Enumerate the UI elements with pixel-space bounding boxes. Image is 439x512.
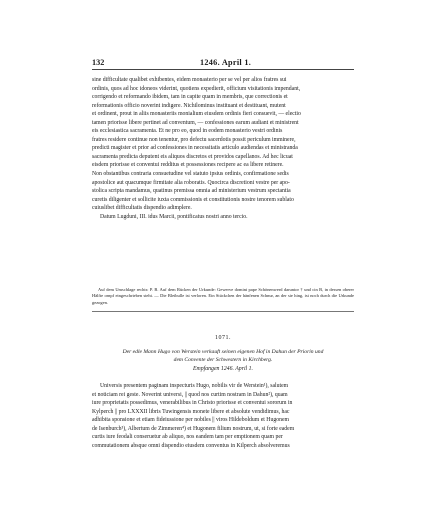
summary-line: Der edle Mann Hugo von Werstein verkauft seinen eigenen Hof in Dahun der Priorin und [122, 349, 324, 355]
text-line: de Isenburch³), Albertum de Zimmeren⁴) et Hugonem filium nostrum, ut, si forte eadem [92, 425, 295, 432]
page-number: 132 [92, 58, 105, 67]
text-line: et ordinent, prout in aliis monasteriis monialium eiusdem ordinis fieri consuevit, — electio [92, 111, 301, 118]
text-line: Kylperch || pro LXXXII libris Tuwingensis monete libere et absolute vendidimus, hac [92, 408, 290, 415]
dating-clause: Datum Lugduni, III. idus Marcii, pontificatus nostri anno tercio. [100, 213, 248, 220]
charter-text-1071 [92, 382, 354, 450]
text-line: Universis presentem paginam inspecturis Hugo, nobilis vir de Werstein¹), salutem [100, 383, 289, 389]
text-line: et noticiam rei geste. Noverint universi, || quod nos curtim nostram in Dahun²), quam [92, 391, 288, 398]
charter-text-continued [92, 76, 354, 221]
archival-notes [92, 287, 354, 306]
text-line: sine difficultate qualibet exhibentes, eidem monasterio per se vel per alios fratres sui [92, 77, 287, 83]
text-line: Non obstantibus contraria consuetudine vel statuto ipsius ordinis, confirmatione sedis [92, 171, 289, 178]
text-line: tamen priorisse libere pertinet ad conventum, — confessiones earum audiant et ministrent [92, 119, 299, 126]
text-line: eis ecclesiastica sacramenta. Et ne pro eo, quod in eodem monasterio vestri ordinis [92, 128, 283, 135]
text-line: apostolice aut quacumque firmitate alia roboratis. Quocirca discretioni vestre per apo- [92, 179, 290, 186]
text-line: commutationem absque omni dispendio eiusdem conventus in Kilperch absolveremus [92, 442, 290, 449]
text-line: corrigendo et reformando ibidem, tam in capite quam in membris, que correctionis et [92, 94, 288, 101]
running-date: 1246. April 1. [200, 58, 252, 67]
text-line: adhibita sponsione et etiam fideiussione per nobiles || viros Hildeboldum et Hugonem [92, 417, 289, 424]
text-line: iure proprietatis possedimus, venerabilibus in Christo priorisse et conventui sororum in [92, 400, 293, 407]
text-line: curtis iure feodali conseruetur ab aliquo, nos eandem tam per emptionem quam per [92, 434, 283, 441]
text-line: eisdem priorisse et conventui redditus et possessiones recipere ac ea libere retinere. [92, 162, 284, 169]
document-summary [92, 348, 354, 365]
summary-line: dem Convente der Schwestern in Kirchberg. [173, 357, 273, 364]
text-line: predicti magister et prior ad confessiones in necessitatis articulo audiendas et ministranda [92, 145, 298, 152]
text-line: fratres residere continue non tenentur, pro defectu sacerdotis possit periculum imminere, [92, 136, 296, 143]
document-number: 1071. [215, 335, 231, 341]
text-line: sacramenta predicta deputent eis aliquos discretos et providos capellanos. Ad hec licuat [92, 153, 293, 160]
text-line: reformationis officio noverint indigere. Nichilominus instituant et destituant, mutent [92, 102, 286, 109]
page-header [92, 58, 354, 70]
text-line: cuiuslibet difficultatis dispendio adimplere. [92, 205, 192, 212]
text-line: ordinis, quos ad hoc idoneos viderint, quotiens expedierit, officium visitationis impendant, [92, 85, 301, 92]
note-text: Auf dem Umschlage rechts: P. B. Auf dem Rücken der Urkunde: Gewerve domini pape Schönenwerd daruntor † und cin B, in dessen oberer Hälfte ornpf eingeschrieben steht. — Die Bleibulle ist verloren. Ein Stückchen der hänfenen Schnur, an der sie hing, ist noch durch die Urkunde gezogen. [92, 287, 354, 305]
text-line: stolica scripta mandamus, quatinus premissa omnia ad ministerium vestrum spectantia [92, 188, 291, 195]
received-date: Empfangen 1246. April 1. [193, 366, 253, 372]
header-rule [92, 69, 354, 70]
text-line: curetis diligenter et sollicite iuxta commissionis et constitutionis nostre tenorem sublato [92, 196, 294, 203]
section-divider [92, 311, 354, 312]
